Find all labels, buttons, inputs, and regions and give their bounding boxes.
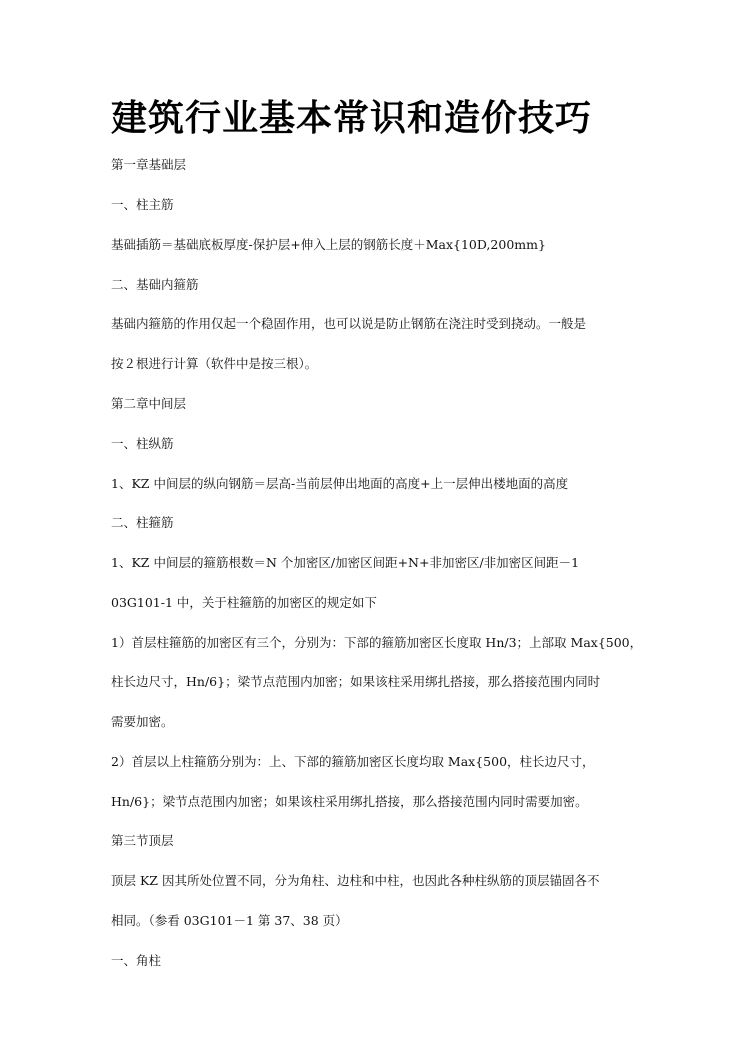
section-heading: 二、柱箍筋 bbox=[111, 515, 174, 530]
paragraph-line: 相同。（参看 03G101－1 第 37、38 页） bbox=[111, 913, 348, 928]
chapter-heading-2: 第二章中间层 bbox=[111, 396, 187, 411]
paragraph-line: 需要加密。 bbox=[111, 714, 174, 729]
formula-line: 1、KZ 中间层的纵向钢筋＝层高-当前层伸出地面的高度+上一层伸出楼地面的高度 bbox=[111, 476, 569, 491]
paragraph-line: 柱长边尺寸，Hn/6}；梁节点范围内加密；如果该柱采用绑扎搭接，那么搭接范围内同时 bbox=[111, 674, 601, 689]
section-heading: 一、柱纵筋 bbox=[111, 436, 174, 451]
section-heading-3: 第三节顶层 bbox=[111, 833, 174, 848]
paragraph-line: 2）首层以上柱箍筋分别为：上、下部的箍筋加密区长度均取 Max{500，柱长边尺寸， bbox=[111, 754, 595, 769]
chapter-heading-1: 第一章基础层 bbox=[111, 157, 187, 172]
document-title: 建筑行业基本常识和造价技巧 bbox=[111, 97, 593, 139]
paragraph-line: 按２根进行计算（软件中是按三根）。 bbox=[111, 356, 318, 371]
section-heading: 一、角柱 bbox=[111, 953, 162, 968]
section-heading: 一、柱主筋 bbox=[111, 197, 174, 212]
paragraph-line: 顶层 KZ 因其所处位置不同，分为角柱、边柱和中柱，也因此各种柱纵筋的顶层锚固各不 bbox=[111, 873, 600, 888]
section-heading: 二、基础内箍筋 bbox=[111, 277, 199, 292]
formula-line: 1、KZ 中间层的箍筋根数＝N 个加密区/加密区间距+N+非加密区/非加密区间距－1 bbox=[111, 555, 580, 570]
paragraph-line: 基础内箍筋的作用仅起一个稳固作用，也可以说是防止钢筋在浇注时受到挠动。一般是 bbox=[111, 316, 587, 331]
paragraph-line: 03G101-1 中，关于柱箍筋的加密区的规定如下 bbox=[111, 595, 377, 610]
paragraph-line: 1）首层柱箍筋的加密区有三个，分别为：下部的箍筋加密区长度取 Hn/3；上部取 Max{500， bbox=[111, 635, 643, 650]
paragraph-line: Hn/6}；梁节点范围内加密；如果该柱采用绑扎搭接，那么搭接范围内同时需要加密。 bbox=[111, 794, 588, 809]
formula-line: 基础插筋＝基础底板厚度-保护层+伸入上层的钢筋长度＋Max{10D,200mm} bbox=[111, 237, 546, 252]
